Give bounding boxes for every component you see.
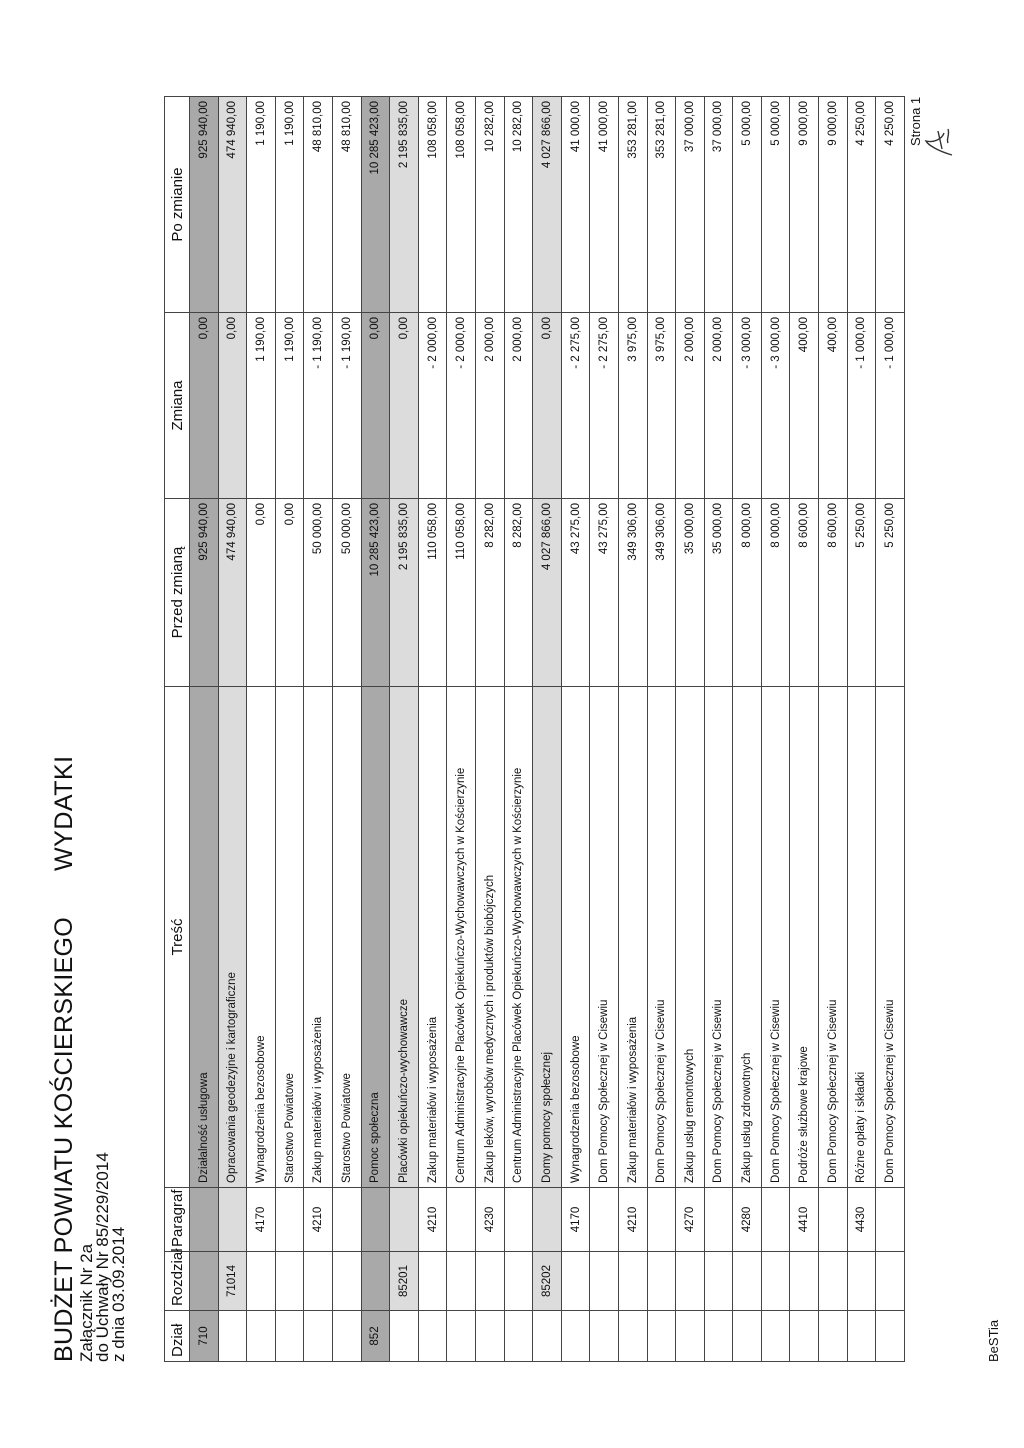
cell-paragraf: 4230 bbox=[475, 1188, 504, 1252]
cell-zmiana: - 2 000,00 bbox=[447, 313, 476, 499]
cell-tresc: Placówki opiekuńczo-wychowawcze bbox=[390, 687, 419, 1188]
table-row bbox=[275, 97, 304, 1362]
cell-zmiana: - 2 275,00 bbox=[561, 313, 590, 499]
cell-dzial bbox=[475, 1311, 504, 1362]
cell-po: 4 250,00 bbox=[847, 97, 876, 313]
cell-dzial bbox=[504, 1311, 533, 1362]
resolution-line: do Uchwały Nr 85/229/2014 bbox=[93, 1152, 112, 1362]
cell-paragraf bbox=[819, 1188, 848, 1252]
cell-paragraf bbox=[218, 1188, 247, 1252]
cell-dzial bbox=[761, 1311, 790, 1362]
cell-rozdzial bbox=[332, 1252, 361, 1311]
cell-rozdzial bbox=[190, 1252, 219, 1311]
cell-tresc: Dom Pomocy Społecznej w Cisewiu bbox=[704, 687, 733, 1188]
cell-przed: 349 306,00 bbox=[618, 499, 647, 687]
cell-paragraf: 4170 bbox=[247, 1188, 276, 1252]
cell-po: 925 940,00 bbox=[190, 97, 219, 313]
cell-rozdzial bbox=[704, 1252, 733, 1311]
cell-po: 5 000,00 bbox=[761, 97, 790, 313]
table-row bbox=[618, 97, 647, 1362]
cell-zmiana: 400,00 bbox=[790, 313, 819, 499]
cell-paragraf bbox=[361, 1188, 390, 1252]
cell-dzial bbox=[332, 1311, 361, 1362]
col-header-zmiana: Zmiana bbox=[165, 313, 190, 499]
cell-paragraf bbox=[876, 1188, 905, 1252]
cell-dzial bbox=[275, 1311, 304, 1362]
cell-rozdzial bbox=[475, 1252, 504, 1311]
cell-rozdzial bbox=[304, 1252, 333, 1311]
attachment-line: Załącznik Nr 2a bbox=[77, 1243, 96, 1362]
cell-po: 37 000,00 bbox=[676, 97, 705, 313]
cell-paragraf bbox=[504, 1188, 533, 1252]
cell-tresc: Zakup usług zdrowotnych bbox=[733, 687, 762, 1188]
section-title: WYDATKI bbox=[50, 755, 78, 871]
signature-mark bbox=[920, 123, 960, 163]
cell-dzial: 852 bbox=[361, 1311, 390, 1362]
cell-paragraf bbox=[190, 1188, 219, 1252]
cell-przed: 8 282,00 bbox=[475, 499, 504, 687]
cell-paragraf bbox=[447, 1188, 476, 1252]
cell-przed: 110 058,00 bbox=[418, 499, 447, 687]
cell-paragraf bbox=[761, 1188, 790, 1252]
cell-zmiana: - 2 275,00 bbox=[590, 313, 619, 499]
cell-rozdzial bbox=[733, 1252, 762, 1311]
cell-po: 37 000,00 bbox=[704, 97, 733, 313]
table-row bbox=[561, 97, 590, 1362]
cell-tresc: Centrum Administracyjne Placówek Opiekuńczo-Wychowawczych w Kościerzynie bbox=[447, 687, 476, 1188]
cell-przed: 349 306,00 bbox=[647, 499, 676, 687]
cell-dzial bbox=[247, 1311, 276, 1362]
cell-po: 353 281,00 bbox=[618, 97, 647, 313]
cell-po: 9 000,00 bbox=[819, 97, 848, 313]
cell-rozdzial bbox=[247, 1252, 276, 1311]
cell-po: 1 190,00 bbox=[275, 97, 304, 313]
cell-rozdzial bbox=[447, 1252, 476, 1311]
table-row bbox=[418, 97, 447, 1362]
cell-rozdzial bbox=[618, 1252, 647, 1311]
cell-przed: 4 027 866,00 bbox=[533, 499, 562, 687]
cell-zmiana: - 2 000,00 bbox=[418, 313, 447, 499]
table-row bbox=[218, 97, 247, 1362]
cell-przed: 8 600,00 bbox=[819, 499, 848, 687]
cell-rozdzial bbox=[761, 1252, 790, 1311]
footer-software: BeSTia bbox=[986, 1319, 1001, 1362]
cell-dzial bbox=[533, 1311, 562, 1362]
cell-tresc: Dom Pomocy Społecznej w Cisewiu bbox=[590, 687, 619, 1188]
cell-rozdzial: 85202 bbox=[533, 1252, 562, 1311]
cell-przed: 110 058,00 bbox=[447, 499, 476, 687]
cell-rozdzial bbox=[418, 1252, 447, 1311]
cell-paragraf bbox=[275, 1188, 304, 1252]
table-row bbox=[332, 97, 361, 1362]
cell-zmiana: 2 000,00 bbox=[475, 313, 504, 499]
cell-tresc: Zakup materiałów i wyposażenia bbox=[418, 687, 447, 1188]
table-row bbox=[361, 97, 390, 1362]
table-row bbox=[819, 97, 848, 1362]
document-header bbox=[50, 755, 127, 1362]
cell-dzial bbox=[847, 1311, 876, 1362]
cell-tresc: Pomoc społeczna bbox=[361, 687, 390, 1188]
cell-po: 474 940,00 bbox=[218, 97, 247, 313]
cell-dzial bbox=[618, 1311, 647, 1362]
cell-zmiana: 0,00 bbox=[190, 313, 219, 499]
cell-rozdzial bbox=[819, 1252, 848, 1311]
table-row bbox=[647, 97, 676, 1362]
cell-dzial bbox=[676, 1311, 705, 1362]
cell-dzial bbox=[561, 1311, 590, 1362]
cell-zmiana: 400,00 bbox=[819, 313, 848, 499]
cell-tresc: Działalność usługowa bbox=[190, 687, 219, 1188]
cell-paragraf: 4210 bbox=[304, 1188, 333, 1252]
table-row bbox=[590, 97, 619, 1362]
cell-przed: 5 250,00 bbox=[876, 499, 905, 687]
cell-tresc: Zakup usług remontowych bbox=[676, 687, 705, 1188]
cell-paragraf bbox=[704, 1188, 733, 1252]
cell-dzial bbox=[647, 1311, 676, 1362]
cell-rozdzial bbox=[561, 1252, 590, 1311]
cell-rozdzial bbox=[275, 1252, 304, 1311]
cell-paragraf bbox=[332, 1188, 361, 1252]
cell-po: 353 281,00 bbox=[647, 97, 676, 313]
cell-dzial bbox=[590, 1311, 619, 1362]
cell-dzial: 710 bbox=[190, 1311, 219, 1362]
cell-zmiana: - 1 000,00 bbox=[876, 313, 905, 499]
cell-przed: 35 000,00 bbox=[676, 499, 705, 687]
cell-przed: 8 600,00 bbox=[790, 499, 819, 687]
expenditure-table bbox=[164, 96, 905, 1362]
cell-paragraf bbox=[590, 1188, 619, 1252]
cell-zmiana: 3 975,00 bbox=[618, 313, 647, 499]
cell-zmiana: - 1 000,00 bbox=[847, 313, 876, 499]
cell-po: 10 285 423,00 bbox=[361, 97, 390, 313]
table-row bbox=[847, 97, 876, 1362]
cell-przed: 2 195 835,00 bbox=[390, 499, 419, 687]
cell-paragraf bbox=[647, 1188, 676, 1252]
cell-po: 4 250,00 bbox=[876, 97, 905, 313]
cell-paragraf: 4270 bbox=[676, 1188, 705, 1252]
cell-zmiana: 2 000,00 bbox=[504, 313, 533, 499]
cell-paragraf: 4280 bbox=[733, 1188, 762, 1252]
cell-zmiana: 1 190,00 bbox=[275, 313, 304, 499]
cell-zmiana: 0,00 bbox=[533, 313, 562, 499]
col-header-paragraf: Paragraf bbox=[165, 1188, 190, 1252]
cell-rozdzial bbox=[876, 1252, 905, 1311]
col-header-tresc: Treść bbox=[165, 687, 190, 1188]
cell-dzial bbox=[390, 1311, 419, 1362]
table-row bbox=[475, 97, 504, 1362]
cell-zmiana: 0,00 bbox=[361, 313, 390, 499]
cell-rozdzial bbox=[847, 1252, 876, 1311]
cell-zmiana: 2 000,00 bbox=[676, 313, 705, 499]
cell-paragraf: 4210 bbox=[418, 1188, 447, 1252]
cell-po: 1 190,00 bbox=[247, 97, 276, 313]
cell-rozdzial bbox=[590, 1252, 619, 1311]
cell-tresc: Dom Pomocy Społecznej w Cisewiu bbox=[761, 687, 790, 1188]
table-row bbox=[190, 97, 219, 1362]
cell-przed: 10 285 423,00 bbox=[361, 499, 390, 687]
cell-paragraf bbox=[390, 1188, 419, 1252]
cell-tresc: Wynagrodzenia bezosobowe bbox=[561, 687, 590, 1188]
cell-tresc: Wynagrodzenia bezosobowe bbox=[247, 687, 276, 1188]
cell-przed: 0,00 bbox=[275, 499, 304, 687]
cell-tresc: Dom Pomocy Społecznej w Cisewiu bbox=[647, 687, 676, 1188]
col-header-przed: Przed zmianą bbox=[165, 499, 190, 687]
cell-zmiana: 0,00 bbox=[218, 313, 247, 499]
cell-paragraf: 4430 bbox=[847, 1188, 876, 1252]
table-row bbox=[304, 97, 333, 1362]
cell-tresc: Domy pomocy społecznej bbox=[533, 687, 562, 1188]
table-row bbox=[447, 97, 476, 1362]
cell-dzial bbox=[876, 1311, 905, 1362]
cell-tresc: Dom Pomocy Społecznej w Cisewiu bbox=[876, 687, 905, 1188]
cell-zmiana: - 1 190,00 bbox=[304, 313, 333, 499]
cell-paragraf: 4210 bbox=[618, 1188, 647, 1252]
col-header-po: Po zmianie bbox=[165, 97, 190, 313]
table-row bbox=[876, 97, 905, 1362]
cell-tresc: Podróże służbowe krajowe bbox=[790, 687, 819, 1188]
cell-tresc: Zakup materiałów i wyposażenia bbox=[618, 687, 647, 1188]
date-line: z dnia 03.09.2014 bbox=[109, 1226, 128, 1362]
cell-po: 10 282,00 bbox=[504, 97, 533, 313]
page-number: Strona 1 bbox=[908, 96, 923, 146]
cell-zmiana: - 3 000,00 bbox=[733, 313, 762, 499]
cell-przed: 43 275,00 bbox=[590, 499, 619, 687]
cell-tresc: Starostwo Powiatowe bbox=[332, 687, 361, 1188]
cell-zmiana: - 3 000,00 bbox=[761, 313, 790, 499]
cell-przed: 5 250,00 bbox=[847, 499, 876, 687]
cell-tresc: Dom Pomocy Społecznej w Cisewiu bbox=[819, 687, 848, 1188]
table-row bbox=[676, 97, 705, 1362]
cell-przed: 925 940,00 bbox=[190, 499, 219, 687]
table-header-row bbox=[165, 97, 190, 1362]
cell-paragraf: 4410 bbox=[790, 1188, 819, 1252]
cell-paragraf: 4170 bbox=[561, 1188, 590, 1252]
cell-rozdzial: 71014 bbox=[218, 1252, 247, 1311]
cell-po: 4 027 866,00 bbox=[533, 97, 562, 313]
cell-tresc: Różne opłaty i składki bbox=[847, 687, 876, 1188]
cell-dzial bbox=[418, 1311, 447, 1362]
cell-przed: 35 000,00 bbox=[704, 499, 733, 687]
cell-przed: 43 275,00 bbox=[561, 499, 590, 687]
table-row bbox=[247, 97, 276, 1362]
cell-przed: 8 000,00 bbox=[761, 499, 790, 687]
cell-zmiana: 2 000,00 bbox=[704, 313, 733, 499]
cell-tresc: Opracowania geodezyjne i kartograficzne bbox=[218, 687, 247, 1188]
cell-po: 2 195 835,00 bbox=[390, 97, 419, 313]
cell-dzial bbox=[819, 1311, 848, 1362]
table-row bbox=[504, 97, 533, 1362]
cell-przed: 50 000,00 bbox=[332, 499, 361, 687]
cell-tresc: Zakup materiałów i wyposażenia bbox=[304, 687, 333, 1188]
cell-rozdzial bbox=[361, 1252, 390, 1311]
cell-po: 9 000,00 bbox=[790, 97, 819, 313]
cell-przed: 474 940,00 bbox=[218, 499, 247, 687]
table-row bbox=[704, 97, 733, 1362]
cell-przed: 8 282,00 bbox=[504, 499, 533, 687]
col-header-dzial: Dział bbox=[165, 1311, 190, 1362]
cell-po: 41 000,00 bbox=[590, 97, 619, 313]
table-row bbox=[790, 97, 819, 1362]
cell-zmiana: 3 975,00 bbox=[647, 313, 676, 499]
cell-po: 10 282,00 bbox=[475, 97, 504, 313]
cell-rozdzial: 85201 bbox=[390, 1252, 419, 1311]
cell-dzial bbox=[447, 1311, 476, 1362]
cell-tresc: Starostwo Powiatowe bbox=[275, 687, 304, 1188]
cell-przed: 8 000,00 bbox=[733, 499, 762, 687]
cell-po: 48 810,00 bbox=[304, 97, 333, 313]
cell-tresc: Zakup leków, wyrobów medycznych i produktów biobójczych bbox=[475, 687, 504, 1188]
cell-zmiana: - 1 190,00 bbox=[332, 313, 361, 499]
cell-zmiana: 0,00 bbox=[390, 313, 419, 499]
cell-rozdzial bbox=[647, 1252, 676, 1311]
table-row bbox=[533, 97, 562, 1362]
cell-dzial bbox=[704, 1311, 733, 1362]
cell-przed: 50 000,00 bbox=[304, 499, 333, 687]
table-row bbox=[390, 97, 419, 1362]
cell-po: 48 810,00 bbox=[332, 97, 361, 313]
cell-przed: 0,00 bbox=[247, 499, 276, 687]
cell-dzial bbox=[733, 1311, 762, 1362]
cell-rozdzial bbox=[790, 1252, 819, 1311]
cell-po: 108 058,00 bbox=[418, 97, 447, 313]
cell-paragraf bbox=[533, 1188, 562, 1252]
cell-dzial bbox=[790, 1311, 819, 1362]
cell-po: 41 000,00 bbox=[561, 97, 590, 313]
cell-po: 5 000,00 bbox=[733, 97, 762, 313]
document-title: BUDŻET POWIATU KOŚCIERSKIEGO bbox=[50, 916, 78, 1362]
cell-tresc: Centrum Administracyjne Placówek Opiekuńczo-Wychowawczych w Kościerzynie bbox=[504, 687, 533, 1188]
cell-rozdzial bbox=[504, 1252, 533, 1311]
cell-dzial bbox=[304, 1311, 333, 1362]
cell-po: 108 058,00 bbox=[447, 97, 476, 313]
cell-dzial bbox=[218, 1311, 247, 1362]
table-row bbox=[761, 97, 790, 1362]
cell-zmiana: 1 190,00 bbox=[247, 313, 276, 499]
col-header-rozdzial: Rozdział bbox=[165, 1252, 190, 1311]
cell-rozdzial bbox=[676, 1252, 705, 1311]
table-row bbox=[733, 97, 762, 1362]
